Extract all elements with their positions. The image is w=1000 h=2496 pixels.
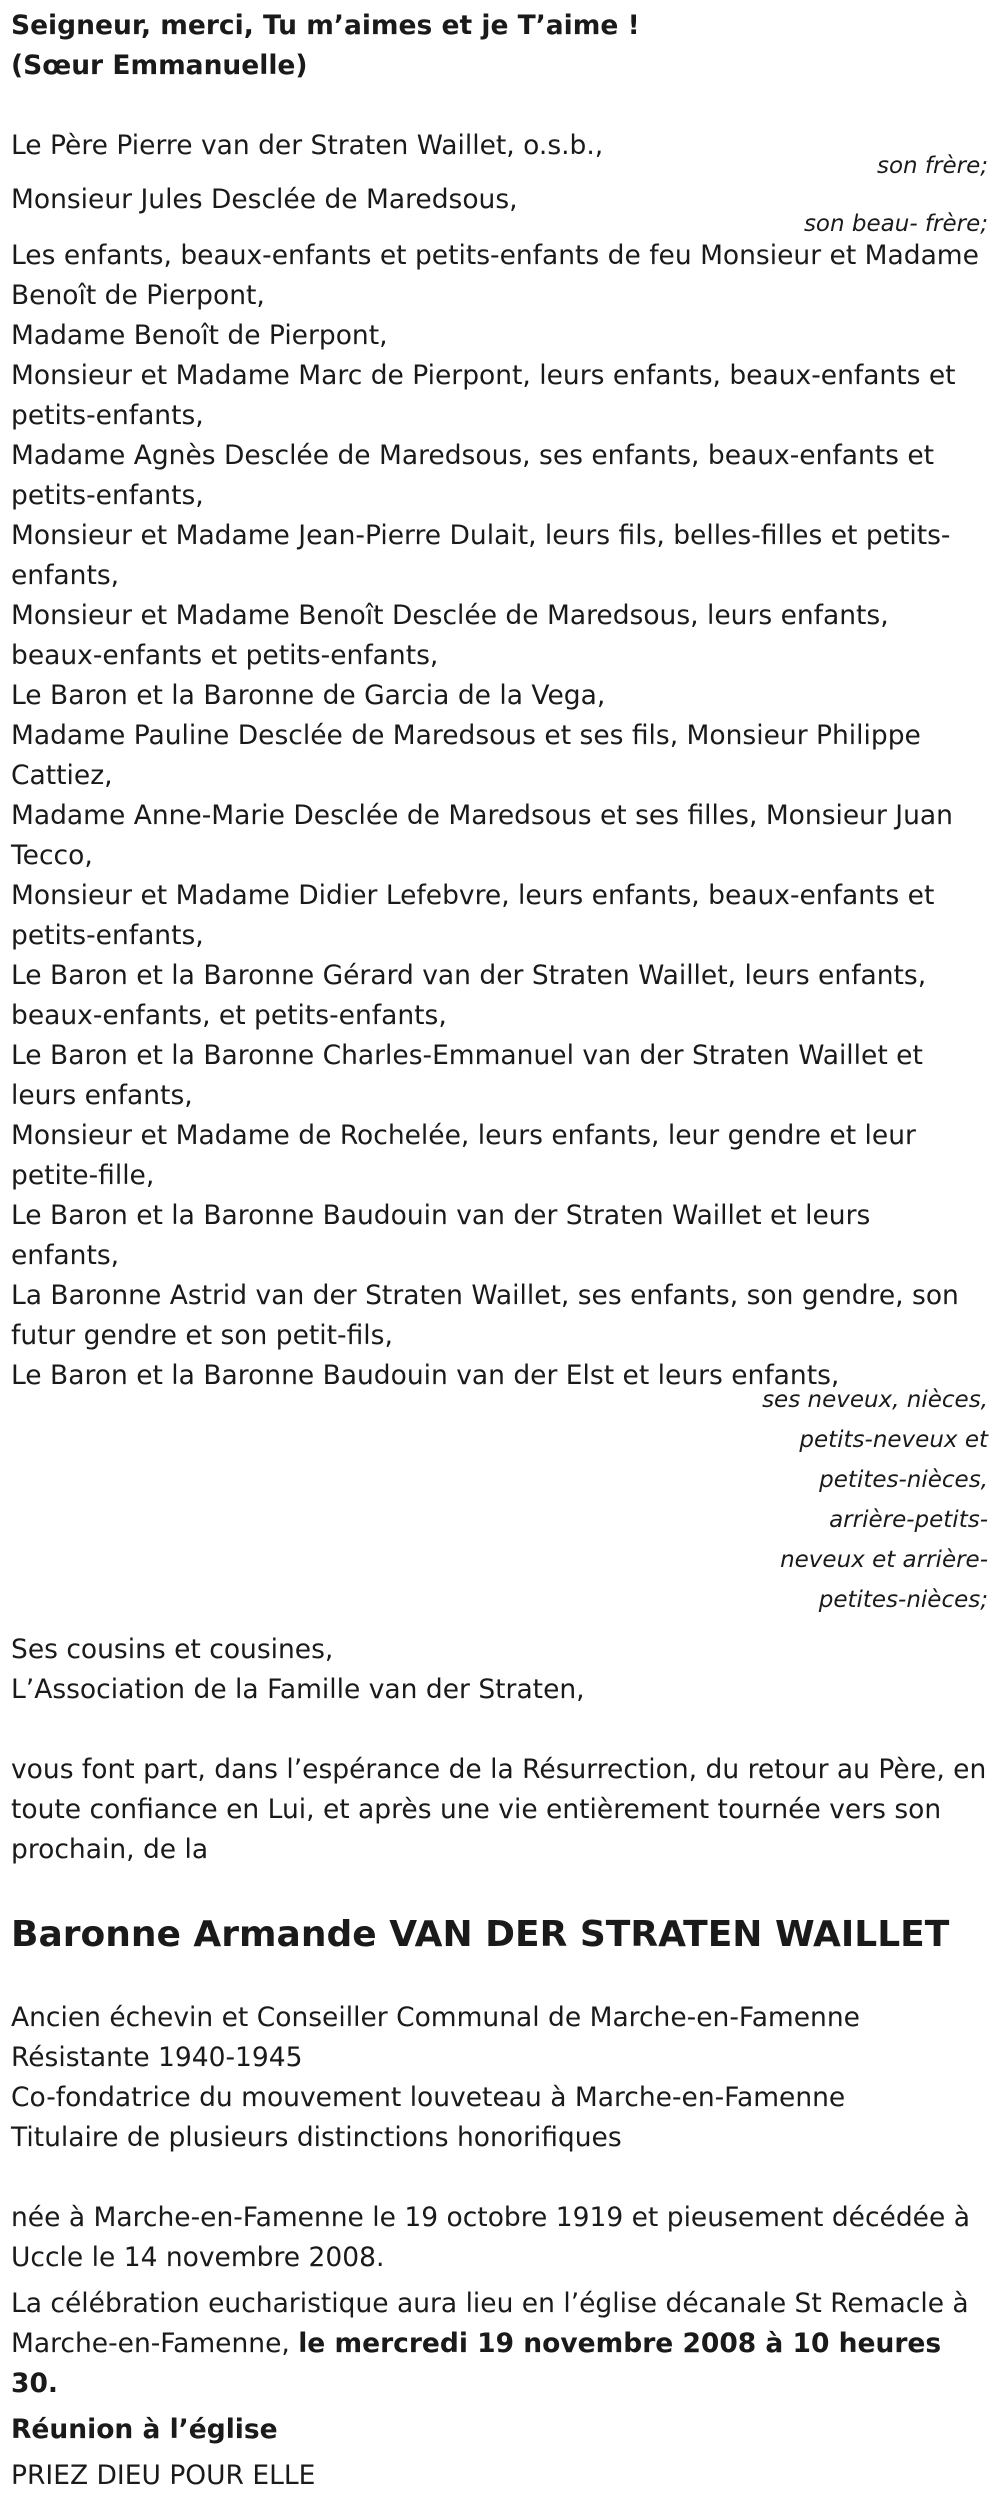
family-line: leurs enfants, [11, 1080, 193, 1111]
family-line: petite-fille, [11, 1160, 155, 1191]
header-attribution: (Sœur Emmanuelle) [11, 50, 308, 81]
deceased-name: Baronne Armande VAN DER STRATEN WAILLET [11, 1914, 950, 1955]
family-line: Monsieur et Madame Jean-Pierre Dulait, leurs fils, belles-filles et petits- [11, 520, 951, 551]
reunion-note: Réunion à l’église [11, 2414, 278, 2445]
announcement-line: toute confiance en Lui, et après une vie entièrement tournée vers son [11, 1794, 942, 1825]
family-line: beaux-enfants, et petits-enfants, [11, 1000, 447, 1031]
title-line: Résistante 1940-1945 [11, 2042, 303, 2073]
association-line: L’Association de la Famille van der Straten, [11, 1674, 585, 1705]
family-line: Les enfants, beaux-enfants et petits-enfants de feu Monsieur et Madame [11, 240, 979, 271]
nieces-relation-line: petites-nièces, [819, 1467, 988, 1493]
family-line: Madame Benoît de Pierpont, [11, 320, 388, 351]
brother-name: Le Père Pierre van der Straten Waillet, o.s.b., [11, 130, 604, 161]
ceremony-place: Marche-en-Famenne, [11, 2328, 299, 2359]
birth-death-line: Uccle le 14 novembre 2008. [11, 2242, 385, 2273]
family-line: Le Baron et la Baronne Baudouin van der Straten Waillet et leurs [11, 1200, 871, 1231]
ceremony-line [11, 2324, 990, 2404]
family-line: La Baronne Astrid van der Straten Waillet, ses enfants, son gendre, son [11, 1280, 959, 1311]
family-line: Madame Anne-Marie Desclée de Maredsous et ses filles, Monsieur Juan [11, 800, 953, 831]
family-line: petits-enfants, [11, 480, 204, 511]
family-line: Madame Agnès Desclée de Maredsous, ses enfants, beaux-enfants et [11, 440, 935, 471]
spacer [11, 1710, 990, 1750]
family-line: Le Baron et la Baronne Gérard van der Straten Waillet, leurs enfants, [11, 960, 927, 991]
nieces-relation-line: petites-nièces; [818, 1587, 988, 1613]
brother-relation: son frère; [876, 153, 988, 179]
cousins-line: Ses cousins et cousines, [11, 1634, 334, 1665]
prayer-line: PRIEZ DIEU POUR ELLE [11, 2460, 316, 2491]
family-list [11, 236, 990, 1396]
family-line: futur gendre et son petit-fils, [11, 1320, 393, 1351]
nieces-relation-line: petits-neveux et [799, 1427, 988, 1453]
family-line: Monsieur et Madame Benoît Desclée de Maredsous, leurs enfants, [11, 600, 889, 631]
header-quote: Seigneur, merci, Tu m’aimes et je T’aime ! [11, 10, 640, 41]
announcement-line: vous font part, dans l’espérance de la Résurrection, du retour au Père, en [11, 1754, 987, 1785]
family-line: Le Baron et la Baronne Charles-Emmanuel van der Straten Waillet et [11, 1040, 923, 1071]
family-line: Tecco, [11, 840, 93, 871]
family-line: Monsieur et Madame Didier Lefebvre, leurs enfants, beaux-enfants et [11, 880, 935, 911]
family-line: Le Baron et la Baronne de Garcia de la Vega, [11, 680, 606, 711]
nieces-relation-line: ses neveux, nièces, [762, 1387, 988, 1413]
nieces-relation-line: neveux et arrière- [780, 1547, 988, 1573]
ceremony-date: le mercredi 19 novembre 2008 à 10 heures 30. [11, 2328, 942, 2399]
spacer [11, 86, 990, 126]
title-line: Ancien échevin et Conseiller Communal de Marche-en-Famenne [11, 2002, 860, 2033]
family-line: Monsieur et Madame de Rochelée, leurs enfants, leur gendre et leur [11, 1120, 916, 1151]
family-line: Monsieur et Madame Marc de Pierpont, leurs enfants, beaux-enfants et [11, 360, 956, 391]
birth-death-line: née à Marche-en-Famenne le 19 octobre 1919 et pieusement décédée à [11, 2202, 970, 2233]
brother-in-law-name: Monsieur Jules Desclée de Maredsous, [11, 184, 518, 215]
nieces-relation [11, 1380, 990, 1620]
announcement-line: prochain, de la [11, 1834, 209, 1865]
spacer [11, 1870, 990, 1910]
ceremony-line: La célébration eucharistique aura lieu en l’église décanale St Remacle à [11, 2288, 969, 2319]
family-line: Madame Pauline Desclée de Maredsous et ses fils, Monsieur Philippe [11, 720, 921, 751]
family-line: petits-enfants, [11, 400, 204, 431]
family-line: enfants, [11, 1240, 120, 1271]
title-line: Co-fondatrice du mouvement louveteau à Marche-en-Famenne [11, 2082, 846, 2113]
spacer [11, 1620, 990, 1630]
family-line: Le Baron et la Baronne Baudouin van der Elst et leurs enfants, [11, 1360, 840, 1391]
family-line: Benoît de Pierpont, [11, 280, 265, 311]
family-line: Cattiez, [11, 760, 113, 791]
family-line: enfants, [11, 560, 120, 591]
spacer [11, 1960, 990, 1998]
brother-in-law-relation: son beau- frère; [803, 211, 988, 237]
title-line: Titulaire de plusieurs distinctions honorifiques [11, 2122, 622, 2153]
family-line: beaux-enfants et petits-enfants, [11, 640, 439, 671]
family-line: petits-enfants, [11, 920, 204, 951]
nieces-relation-line: arrière-petits- [829, 1507, 988, 1533]
spacer [11, 2158, 990, 2198]
